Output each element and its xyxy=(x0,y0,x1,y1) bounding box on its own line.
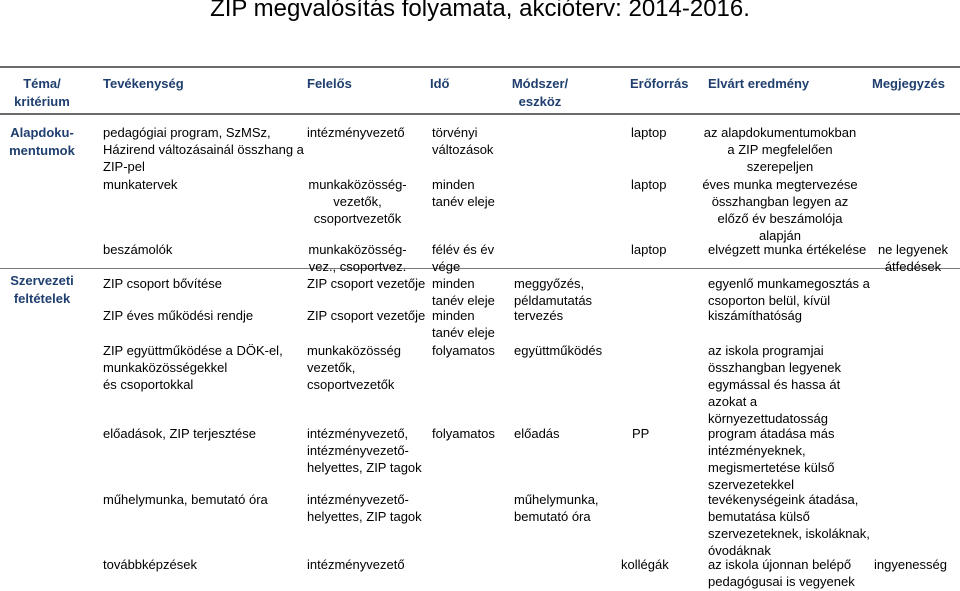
header-ido: Idő xyxy=(430,76,450,91)
header-megjegyzes: Megjegyzés xyxy=(872,76,945,91)
row-2-felelos: munkaközösség- vez., csoportvez. xyxy=(308,242,407,274)
row-0-elvart: az alapdokumentumokban a ZIP megfelelően szerepeljen xyxy=(703,125,857,174)
row-6-modszer: előadás xyxy=(514,426,560,441)
row-6-felelos: intézményvezető, intézményvezető- helyettes, ZIP tagok xyxy=(307,426,422,475)
row-8-eroforras: kollégák xyxy=(621,557,669,572)
row-5-ido: folyamatos xyxy=(432,343,495,358)
header-felelos: Felelős xyxy=(307,76,352,91)
row-7-elvart: tevékenységeink átadása, bemutatása külső szervezeteknek, iskoláknak, óvodáknak xyxy=(708,492,870,558)
row-5-felelos: munkaközösség vezetők, csoportvezetők xyxy=(307,343,401,392)
row-5-modszer: együttműködés xyxy=(514,343,603,358)
row-2-eroforras: laptop xyxy=(631,242,667,257)
row-0-eroforras: laptop xyxy=(631,125,667,140)
row-8-tevekenyseg: továbbképzések xyxy=(103,557,197,572)
row-4-tevekenyseg: ZIP éves működési rendje xyxy=(103,308,254,323)
row-8-felelos: intézményvezető xyxy=(307,557,405,572)
header-tema: Téma/ kritérium xyxy=(14,76,70,109)
row-6-elvart: program átadása más intézményeknek, megismertetése külső szervezetekkel xyxy=(708,426,835,492)
header-modszer: Módszer/ eszköz xyxy=(511,76,569,109)
row-8-megjegyzes: ingyenesség xyxy=(874,557,947,572)
page-title: ZIP megvalósítás folyamata, akcióterv: 2014-2016. xyxy=(210,0,750,22)
row-3-tevekenyseg: ZIP csoport bővítése xyxy=(103,276,222,291)
section-alapdokumentumok: Alapdoku- mentumok xyxy=(9,125,75,158)
row-1-ido: minden tanév eleje xyxy=(432,177,495,209)
row-3-ido: minden tanév eleje xyxy=(432,276,495,308)
row-5-elvart: az iskola programjai összhangban legyenek egymással és hassa át azokat a környezettudatosság xyxy=(708,343,841,426)
row-4-modszer: tervezés xyxy=(514,308,564,323)
row-6-ido: folyamatos xyxy=(432,426,495,441)
header-tevekenyseg: Tevékenység xyxy=(103,76,184,91)
row-2-tevekenyseg: beszámolók xyxy=(103,242,173,257)
header-bottom-rule xyxy=(0,113,960,115)
row-2-ido: félév és év vége xyxy=(432,242,495,274)
row-5-tevekenyseg: ZIP együttműködése a DÖK-el, munkaközösségekkel és csoportokkal xyxy=(103,343,283,392)
row-1-elvart: éves munka megtervezése összhangban legyen az előző év beszámolója alapján xyxy=(702,177,858,243)
row-7-felelos: intézményvezető- helyettes, ZIP tagok xyxy=(307,492,422,524)
row-4-felelos: ZIP csoport vezetője xyxy=(307,308,426,323)
row-7-tevekenyseg: műhelymunka, bemutató óra xyxy=(103,492,268,507)
header-elvart: Elvárt eredmény xyxy=(708,76,810,91)
row-3-modszer: meggyőzés, példamutatás xyxy=(514,276,593,308)
row-3-felelos: ZIP csoport vezetője xyxy=(307,276,426,291)
row-6-eroforras: PP xyxy=(632,426,650,441)
row-1-tevekenyseg: munkatervek xyxy=(103,177,178,192)
row-0-tevekenyseg: pedagógiai program, SzMSz, Házirend változásainál összhang a ZIP-pel xyxy=(103,125,304,174)
row-1-felelos: munkaközösség- vezetők, csoportvezetők xyxy=(308,177,407,226)
row-3-elvart: egyenlő munkamegosztás a csoporton belül, kívül xyxy=(708,276,870,308)
row-4-elvart: kiszámíthatóság xyxy=(708,308,802,323)
header-top-rule xyxy=(0,66,960,68)
row-8-elvart: az iskola újonnan belépő pedagógusai is vegyenek xyxy=(708,557,855,589)
row-4-ido: minden tanév eleje xyxy=(432,308,495,340)
row-2-megjegyzes: ne legyenek átfedések xyxy=(877,242,949,274)
row-7-modszer: műhelymunka, bemutató óra xyxy=(514,492,599,524)
section-szervezeti-feltetelek: Szervezeti feltételek xyxy=(10,273,74,306)
header-eroforras: Erőforrás xyxy=(630,76,689,91)
row-2-elvart: elvégzett munka értékelése xyxy=(708,242,867,257)
row-1-eroforras: laptop xyxy=(631,177,667,192)
row-0-felelos: intézményvezető xyxy=(307,125,405,140)
row-0-ido: törvényi változások xyxy=(432,125,494,157)
row-6-tevekenyseg: előadások, ZIP terjesztése xyxy=(103,426,256,441)
